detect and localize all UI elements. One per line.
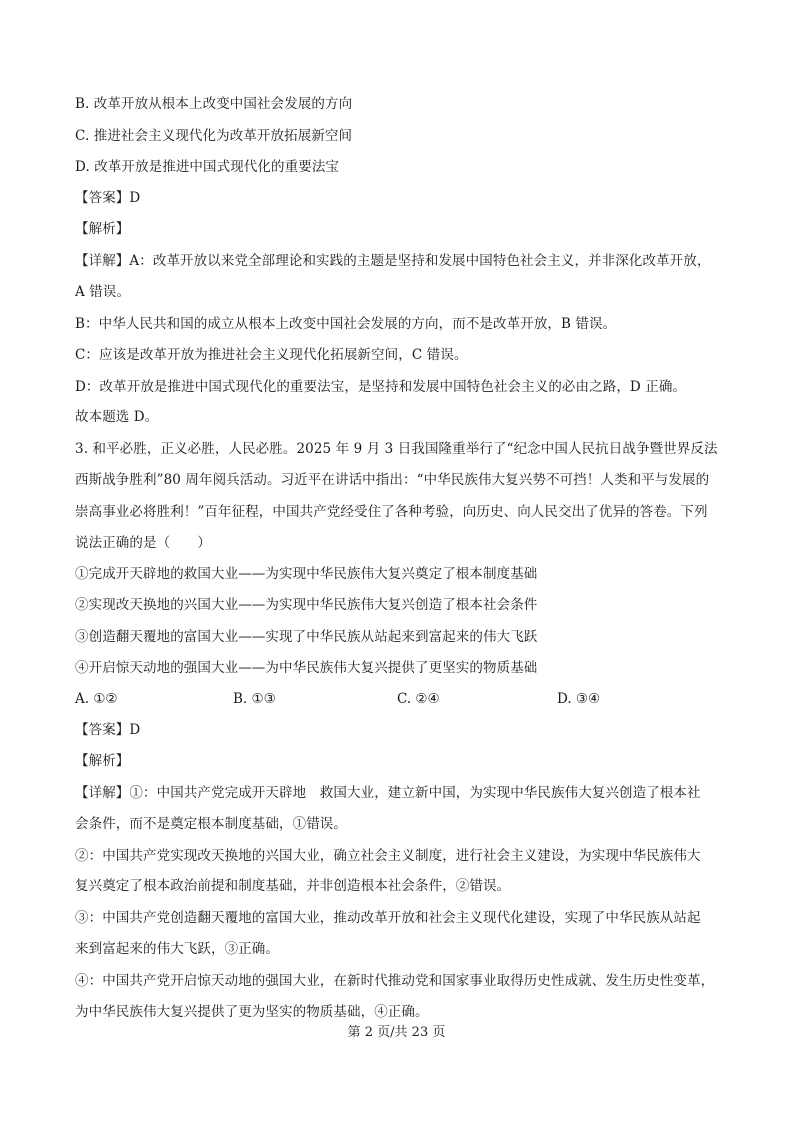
option-c: C. 推进社会主义现代化为改革开放拓展新空间 (75, 128, 353, 144)
question-stem: 说法正确的是（ ） (75, 535, 211, 551)
statement-item: ②实现改天换地的兴国大业——为实现中华民族伟大复兴创造了根本社会条件 (75, 597, 538, 613)
analysis-label: 【解析】 (75, 753, 130, 769)
statement-item: ③创造翻天覆地的富国大业——实现了中华民族从站起来到富起来的伟大飞跃 (75, 629, 538, 645)
detail-paragraph: 会条件，而不是奠定根本制度基础，①错误。 (75, 816, 347, 832)
detail-paragraph: ③：中国共产党创造翻天覆地的富国大业，推动改革开放和社会主义现代化建设，实现了中华民族从站起 (75, 910, 701, 926)
choice-a: A. ①② (75, 691, 118, 707)
question-stem: 崇高事业必将胜利！”百年征程，中国共产党经受住了各种考验，向历史、向人民交出了优异的答卷。下列 (75, 504, 708, 520)
question-stem: 西斯战争胜利”80 周年阅兵活动。习近平在讲话中指出：“中华民族伟大复兴势不可挡！人类和平与发展的 (75, 472, 710, 488)
conclusion-text: 故本题选 D。 (75, 409, 159, 425)
statement-item: ④开启惊天动地的强国大业——为中华民族伟大复兴提供了更坚实的物质基础 (75, 660, 538, 676)
choice-d: D. ③④ (557, 691, 601, 707)
detail-paragraph: D：改革开放是推进中国式现代化的重要法宝，是坚持和发展中国特色社会主义的必由之路，D 正确。 (75, 379, 687, 395)
question-stem: 3. 和平必胜，正义必胜，人民必胜。2025 年 9 月 3 日我国隆重举行了“纪念中国人民抗日战争暨世界反法 (75, 441, 718, 457)
detail-paragraph: ④：中国共产党开启惊天动地的强国大业，在新时代推动党和国家事业取得历史性成就、发生历史性变革， (75, 973, 715, 989)
answer-label: 【答案】D (75, 190, 141, 206)
option-b: B. 改革开放从根本上改变中国社会发展的方向 (75, 96, 353, 112)
analysis-label: 【解析】 (75, 221, 130, 237)
choice-c: C. ②④ (397, 691, 440, 707)
option-d: D. 改革开放是推进中国式现代化的重要法宝 (75, 159, 340, 175)
detail-paragraph: C：应该是改革开放为推进社会主义现代化拓展新空间，C 错误。 (75, 347, 468, 363)
detail-paragraph: 来到富起来的伟大飞跃，③正确。 (75, 941, 279, 957)
detail-paragraph: A 错误。 (75, 284, 131, 300)
detail-paragraph: 【详解】①：中国共产党完成开天辟地 救国大业，建立新中国，为实现中华民族伟大复兴创造了根本社 (75, 785, 701, 801)
answer-label: 【答案】D (75, 722, 141, 738)
detail-paragraph: 复兴奠定了根本政治前提和制度基础，并非创造根本社会条件，②错误。 (75, 878, 511, 894)
detail-paragraph: B：中华人民共和国的成立从根本上改变中国社会发展的方向，而不是改革开放，B 错误。 (75, 316, 617, 332)
detail-paragraph: 为中华民族伟大复兴提供了更为坚实的物质基础，④正确。 (75, 1004, 429, 1020)
statement-item: ①完成开天辟地的救国大业——为实现中华民族伟大复兴奠定了根本制度基础 (75, 566, 538, 582)
page-footer: 第 2 页/共 23 页 (347, 1025, 446, 1040)
choice-b: B. ①③ (233, 691, 276, 707)
detail-paragraph: 【详解】A：改革开放以来党全部理论和实践的主题是坚持和发展中国特色社会主义，并非深化改革开放， (75, 253, 711, 269)
detail-paragraph: ②：中国共产党实现改天换地的兴国大业，确立社会主义制度，进行社会主义建设，为实现中华民族伟大 (75, 848, 701, 864)
